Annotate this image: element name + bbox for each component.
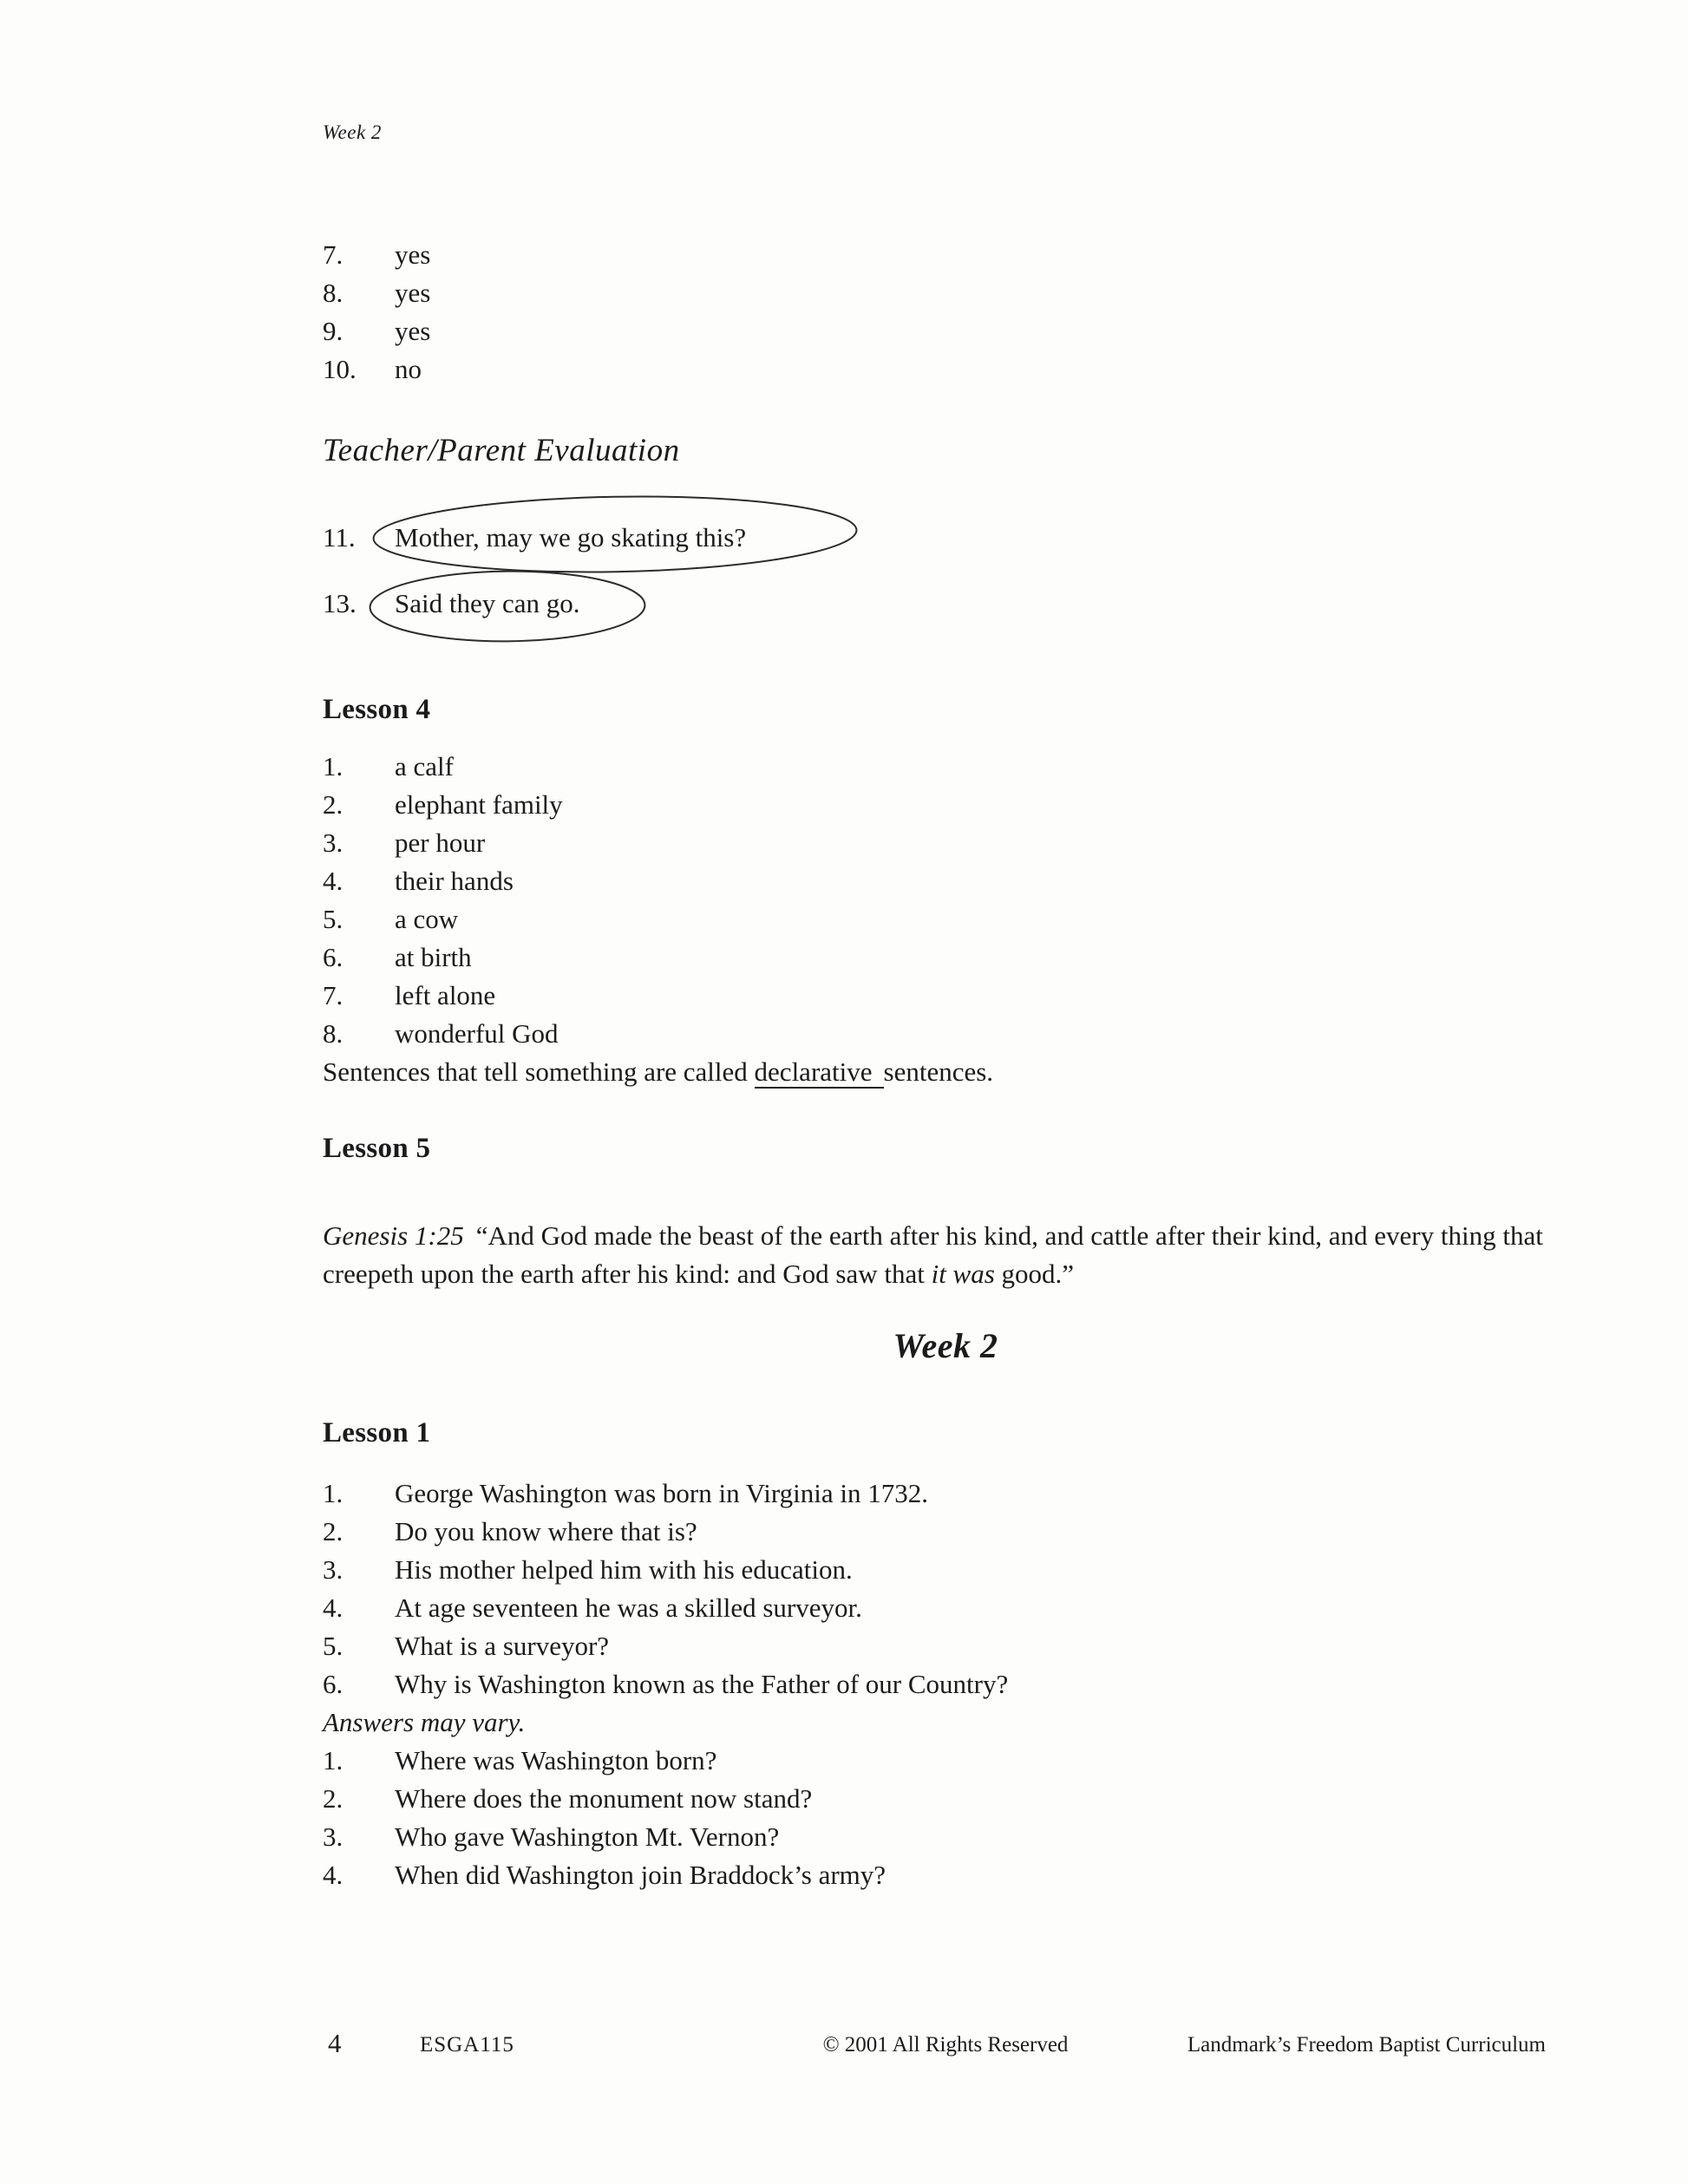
item-number: 3. — [323, 827, 343, 858]
running-header: Week 2 — [323, 121, 382, 143]
answer-item — [323, 1780, 886, 1818]
item-number: 2. — [323, 789, 343, 820]
item-number: 5. — [323, 1631, 343, 1661]
item-text: yes — [395, 278, 431, 308]
answer-list-previous — [323, 236, 430, 389]
answer-item — [323, 274, 430, 312]
item-text: wonderful God — [395, 1018, 559, 1049]
page-footer — [323, 2028, 1568, 2089]
item-number: 7. — [323, 980, 343, 1010]
item-text: at birth — [395, 942, 472, 972]
grammar-note — [323, 1053, 993, 1091]
item-number: 11. — [323, 522, 356, 553]
item-text: yes — [395, 239, 431, 270]
answer-item — [323, 824, 563, 862]
item-text: Where was Washington born? — [395, 1745, 717, 1775]
item-number: 1. — [323, 1478, 343, 1508]
answer-item — [323, 938, 563, 977]
item-text: His mother helped him with his education. — [395, 1554, 853, 1585]
lesson1-question-list — [323, 1742, 886, 1894]
verse-reference: Genesis 1:25 — [323, 1220, 464, 1251]
verse-emphasis: it was — [931, 1259, 995, 1289]
item-number: 3. — [323, 1821, 343, 1852]
lesson4-heading: Lesson 4 — [323, 694, 431, 725]
answer-item — [323, 786, 563, 824]
item-number: 3. — [323, 1554, 343, 1585]
item-number: 1. — [323, 1745, 343, 1775]
note-prefix: Sentences that tell something are called — [323, 1056, 755, 1087]
item-text: Mother, may we go skating this? — [395, 522, 747, 553]
item-number: 8. — [323, 278, 343, 308]
item-text: George Washington was born in Virginia in 1732. — [395, 1478, 929, 1508]
circled-answer — [395, 585, 580, 623]
item-text: per hour — [395, 827, 486, 858]
item-text: elephant family — [395, 789, 563, 820]
item-text: left alone — [395, 980, 496, 1010]
answer-item — [323, 748, 563, 786]
item-text: Why is Washington known as the Father of our Country? — [395, 1669, 1009, 1699]
lesson1-heading: Lesson 1 — [323, 1417, 431, 1448]
lesson5-heading: Lesson 5 — [323, 1133, 431, 1164]
lesson4-answer-list — [323, 748, 563, 1053]
answer-item — [323, 900, 563, 938]
item-number: 6. — [323, 1669, 343, 1699]
item-number: 4. — [323, 1592, 343, 1623]
verse-text-end: good.” — [994, 1259, 1075, 1289]
answer-item — [323, 236, 430, 274]
item-number: 9. — [323, 316, 343, 346]
item-number: 2. — [323, 1516, 343, 1546]
item-number: 2. — [323, 1783, 343, 1814]
answer-item — [323, 1589, 1008, 1627]
item-text: a calf — [395, 751, 454, 781]
lesson1-answer-list — [323, 1475, 1008, 1703]
evaluation-item — [323, 519, 746, 557]
item-number: 4. — [323, 1860, 343, 1890]
item-number: 7. — [323, 239, 343, 270]
course-code: ESGA115 — [420, 2033, 514, 2056]
answer-item — [323, 1513, 1008, 1551]
verse-text: “And God made the beast of the earth after his kind, and cattle after their kind, and every thing that creepeth upon the earth after his kind: and God saw that — [323, 1220, 1543, 1289]
item-number: 4. — [323, 866, 343, 896]
publisher-name: Landmark’s Freedom Baptist Curriculum — [1187, 2033, 1546, 2056]
item-text: a cow — [395, 904, 459, 934]
item-text: yes — [395, 316, 431, 346]
item-text: At age seventeen he was a skilled surveyor. — [395, 1592, 862, 1623]
item-text: Who gave Washington Mt. Vernon? — [395, 1821, 780, 1852]
answer-item — [323, 1856, 886, 1894]
answer-item — [323, 312, 430, 350]
item-text: Said they can go. — [395, 588, 580, 618]
scripture-quote — [323, 1217, 1579, 1293]
item-text: no — [395, 354, 422, 384]
item-text: Where does the monument now stand? — [395, 1783, 813, 1814]
answer-item — [323, 350, 430, 389]
week2-section-heading: Week 2 — [893, 1326, 998, 1365]
answer-item — [323, 1818, 886, 1856]
answers-may-vary-note: Answers may vary. — [323, 1707, 526, 1737]
item-number: 13. — [323, 588, 357, 618]
item-text: When did Washington join Braddock’s army? — [395, 1860, 887, 1890]
note-suffix: sentences. — [883, 1056, 994, 1087]
circled-answer — [395, 519, 746, 557]
copyright-notice: © 2001 All Rights Reserved — [822, 2033, 1069, 2056]
note-underlined-word: declarative — [755, 1056, 884, 1089]
answer-item — [323, 862, 563, 900]
item-number: 6. — [323, 942, 343, 972]
item-number: 5. — [323, 904, 343, 934]
item-number: 1. — [323, 751, 343, 781]
answer-item — [323, 1742, 886, 1780]
evaluation-item — [323, 585, 580, 623]
item-text: their hands — [395, 866, 514, 896]
evaluation-heading: Teacher/Parent Evaluation — [323, 433, 680, 468]
answer-item — [323, 1627, 1008, 1665]
answer-item — [323, 1551, 1008, 1589]
item-text: Do you know where that is? — [395, 1516, 697, 1546]
answer-item — [323, 1015, 563, 1053]
item-number: 8. — [323, 1018, 343, 1049]
answer-item — [323, 1665, 1008, 1703]
item-text: What is a surveyor? — [395, 1631, 610, 1661]
answer-item — [323, 1475, 1008, 1513]
answer-item — [323, 977, 563, 1015]
item-number: 10. — [323, 354, 357, 384]
page-number: 4 — [328, 2028, 342, 2058]
